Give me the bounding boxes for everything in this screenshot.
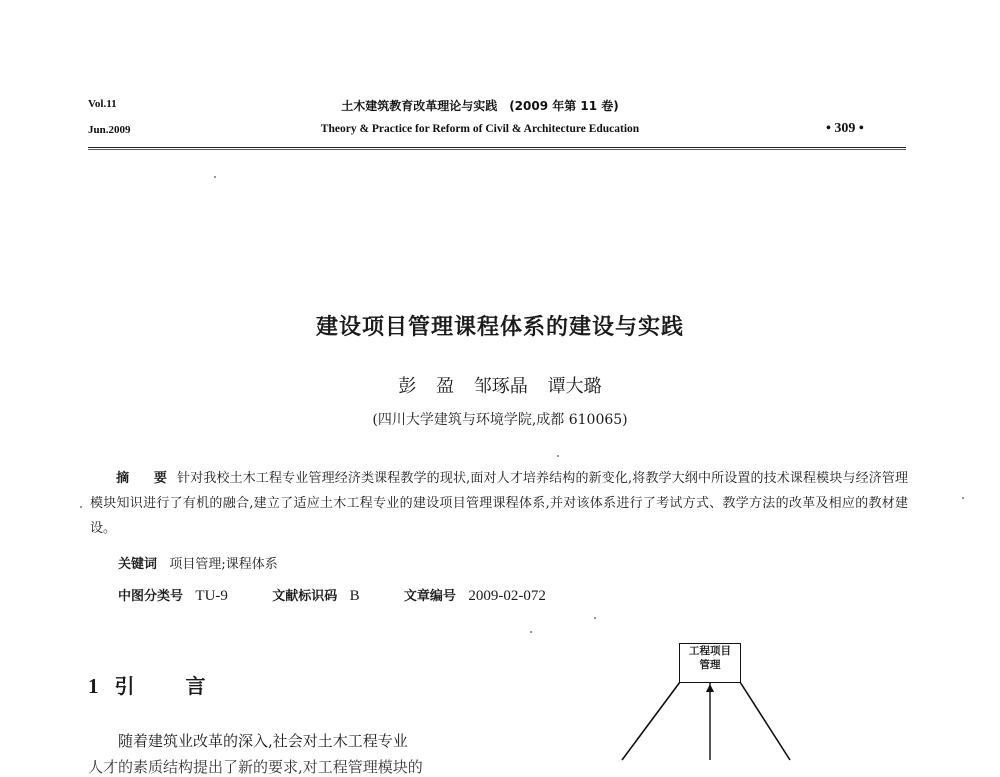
author-list: 彭 盈 邹琢晶 谭大璐 <box>398 376 602 397</box>
scan-speck <box>80 506 82 508</box>
scan-speck <box>962 497 964 499</box>
body-paragraph-line-cut: 人才的素质结构提出了新的要求,对工程管理模块的 <box>88 758 423 776</box>
article-no-label: 文章编号 <box>403 589 456 604</box>
abstract-label: 摘 要 <box>116 471 178 486</box>
scan-speck <box>530 631 532 633</box>
body-paragraph-line: 随着建筑业改革的深入,社会对土木工程专业 <box>118 732 408 750</box>
doc-code-value: B <box>349 588 360 604</box>
section-number: 1 <box>88 674 99 698</box>
diagram-root-node <box>679 643 741 683</box>
keywords <box>118 553 278 572</box>
journal-title-cn: 土木建筑教育改革理论与实践 (2009 年第 11 卷) <box>341 99 619 113</box>
diagram-node-line2: 管理 <box>699 659 721 671</box>
abstract-text: 针对我校土木工程专业管理经济类课程教学的现状,面对人才培养结构的新变化,将教学大纲中所设置的技术课程模块与经济管理模块知识进行了有机的融合,建立了适应土木工程专业的建设项目管理课程体系,并对该体系进行了考试方式、教学方法的改革及相应的教材建设。 <box>90 471 908 536</box>
scan-speck <box>594 617 596 619</box>
scan-speck <box>557 455 559 457</box>
keywords-text: 项目管理;课程体系 <box>169 557 278 572</box>
scan-speck <box>214 176 216 178</box>
journal-title-en: Theory & Practice for Reform of Civil & Architecture Education <box>320 123 640 135</box>
keywords-label: 关键词 <box>118 557 158 572</box>
diagram-arrowhead <box>706 684 714 692</box>
diagram-node-line1: 工程项目 <box>689 645 731 657</box>
issue-date: Jun.2009 <box>88 124 131 136</box>
header-rule-lower <box>88 149 906 150</box>
article-no-value: 2009-02-072 <box>468 588 546 604</box>
diagram-branch-left <box>622 682 680 760</box>
abstract <box>90 466 908 541</box>
section-heading <box>88 670 227 699</box>
header-rule <box>88 147 906 148</box>
diagram-branch-right <box>740 682 790 760</box>
clc-value: TU-9 <box>195 588 228 604</box>
page-number: • 309 • <box>826 121 864 136</box>
clc-label: 中图分类号 <box>118 589 184 604</box>
volume-label: Vol.11 <box>88 98 117 110</box>
classification-line <box>118 585 546 605</box>
doc-code-label: 文献标识码 <box>272 589 338 604</box>
section-title: 引 言 <box>114 674 228 698</box>
article-title: 建设项目管理课程体系的建设与实践 <box>315 315 684 340</box>
affiliation: (四川大学建筑与环境学院,成都 610065) <box>372 412 628 428</box>
